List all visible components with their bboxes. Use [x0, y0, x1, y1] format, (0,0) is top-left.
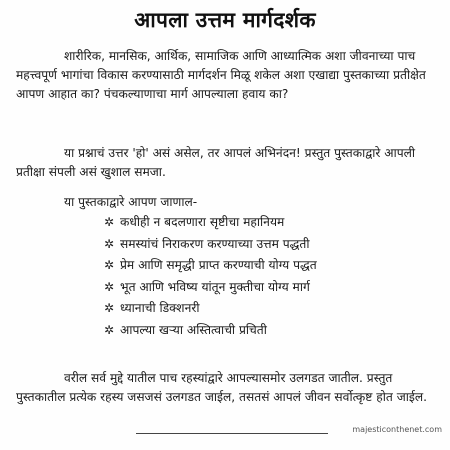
list-item-text: कधीही न बदलणारा सृष्टीचा महानियम [120, 215, 285, 229]
list-intro: या पुस्तकाद्वारे आपण जाणाल- [64, 195, 198, 209]
asterisk-bullet-icon: ✲ [104, 279, 115, 294]
page-title: आपला उत्तम मार्गदर्शक [134, 8, 316, 32]
asterisk-bullet-icon: ✲ [104, 322, 115, 337]
list-item [104, 320, 317, 342]
list-item-text: प्रेम आणि समृद्धी प्राप्त करण्याची योग्य पद्धत [120, 258, 317, 272]
watermark: majesticonthenet.com [352, 425, 442, 434]
asterisk-bullet-icon: ✲ [104, 301, 115, 315]
list-item [104, 212, 317, 234]
list-item-text: ध्यानाची डिक्शनरी [120, 301, 200, 315]
paragraph-intro: शारीरिक, मानसिक, आर्थिक, सामाजिक आणि आध्यात्मिक अशा जीवनाच्या पाच महत्त्वपूर्ण भागांचा विकास करण्यासाठी मार्गदर्शन मिळू शकेल अशा एखाद्या पुस्तकाच्या प्रतीक्षेत आपण आहात का? पंचकल्याणाचा मार्ग आपल्याला हवाय का? [16, 49, 426, 101]
asterisk-bullet-icon: ✲ [104, 236, 115, 251]
list-item-text: आपल्या खऱ्या अस्तित्वाची प्रचिती [120, 322, 267, 337]
list-item [104, 234, 317, 256]
asterisk-bullet-icon: ✲ [104, 258, 115, 272]
list-item [104, 255, 317, 277]
asterisk-bullet-icon: ✲ [104, 215, 115, 229]
paragraph-conclusion: वरील सर्व मुद्दे यातील पाच रहस्यांद्वारे आपल्यासमोर उलगडत जातील. प्रस्तुत पुस्तकातील प्रत्येक रहस्य जसजसं उलगडत जाईल, तसतसं आपलं जीवन सर्वोत्कृष्ट होत जाईल. [16, 371, 428, 404]
list-item [104, 277, 317, 299]
footer-divider [136, 433, 328, 434]
benefits-list [104, 212, 317, 341]
list-item-text: समस्यांचं निराकरण करण्याच्या उत्तम पद्धती [120, 236, 310, 251]
list-item-text: भूत आणि भविष्य यांतून मुक्तीचा योग्य मार्ग [120, 279, 310, 294]
list-item [104, 298, 317, 320]
paragraph-answer: या प्रश्नाचं उत्तर 'हो' असं असेल, तर आपलं अभिनंदन! प्रस्तुत पुस्तकाद्वारे आपली प्रतीक्षा संपली असं खुशाल समजा. [16, 146, 416, 179]
